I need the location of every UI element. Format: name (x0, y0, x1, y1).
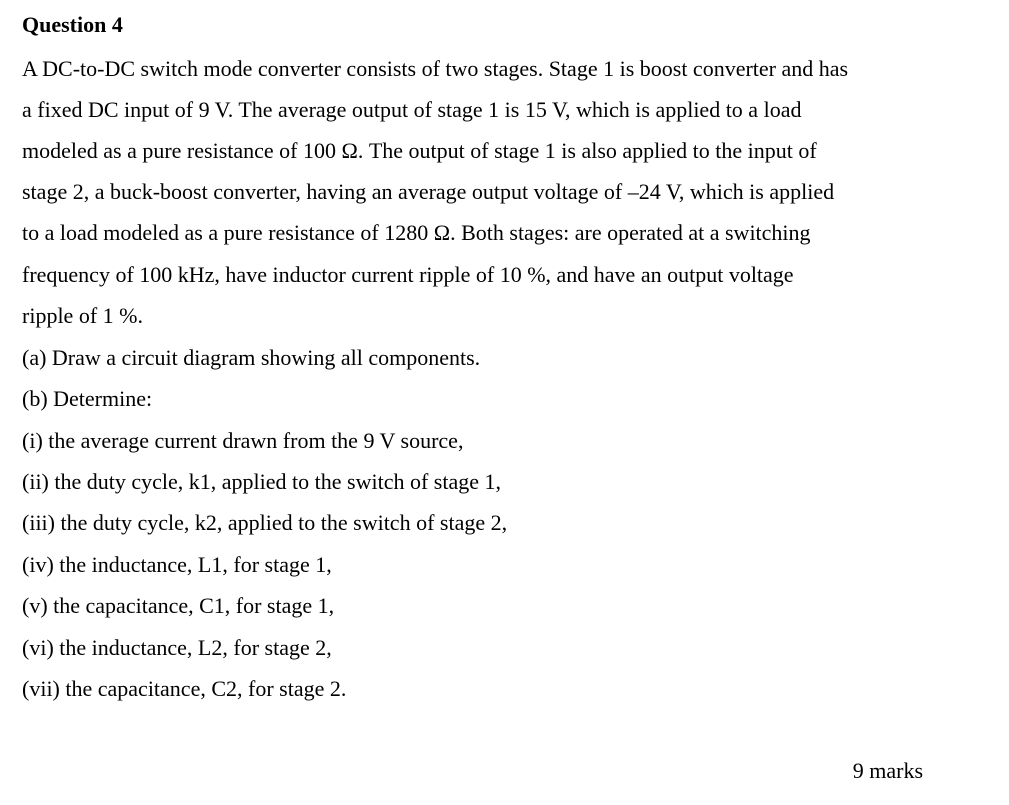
body-line-5: to a load modeled as a pure resistance of 1280 Ω. Both stages: are operated at a switching (22, 220, 811, 245)
part-b-v: (v) the capacitance, C1, for stage 1, (22, 593, 335, 618)
part-b-i: (i) the average current drawn from the 9 V source, (22, 428, 464, 453)
body-line-1: A DC-to-DC switch mode converter consists of two stages. Stage 1 is boost converter and has (22, 56, 849, 81)
part-b: (b) Determine: (22, 386, 153, 411)
part-b-vii: (vii) the capacitance, C2, for stage 2. (22, 676, 347, 701)
body-line-2: a fixed DC input of 9 V. The average output of stage 1 is 15 V, which is applied to a load (22, 97, 802, 122)
body-line-4: stage 2, a buck-boost converter, having an average output voltage of –24 V, which is applied (22, 179, 835, 204)
part-a: (a) Draw a circuit diagram showing all components. (22, 345, 481, 370)
part-b-vi: (vi) the inductance, L2, for stage 2, (22, 635, 332, 660)
body-line-3: modeled as a pure resistance of 100 Ω. The output of stage 1 is also applied to the input of (22, 138, 817, 163)
question-heading: Question 4 (22, 12, 123, 37)
part-b-ii: (ii) the duty cycle, k1, applied to the switch of stage 1, (22, 469, 501, 494)
part-b-iii: (iii) the duty cycle, k2, applied to the switch of stage 2, (22, 510, 508, 535)
marks-label: 9 marks (852, 758, 923, 783)
body-line-6: frequency of 100 kHz, have inductor current ripple of 10 %, and have an output voltage (22, 262, 794, 287)
part-b-iv: (iv) the inductance, L1, for stage 1, (22, 552, 332, 577)
body-line-7: ripple of 1 %. (22, 303, 143, 328)
